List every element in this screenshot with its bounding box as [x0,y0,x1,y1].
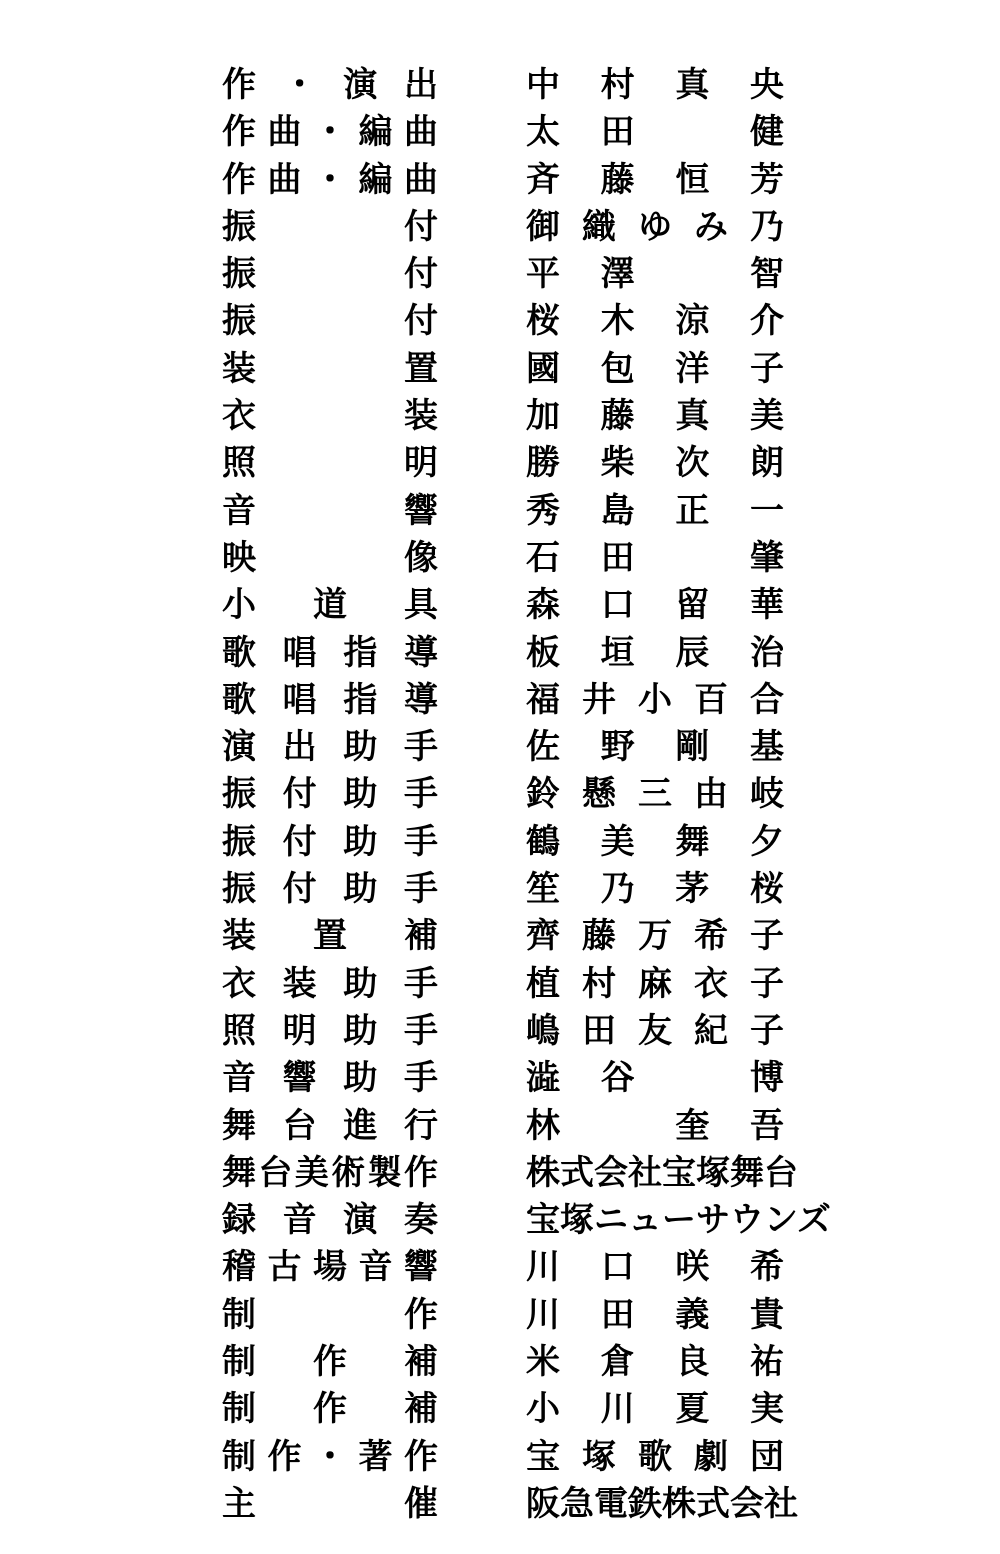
credit-person: 宝塚ニューサウンズ [526,1200,831,1241]
credit-role: 制 作 [222,1294,438,1335]
credit-row [222,771,784,818]
credit-row [222,157,784,204]
credit-person: 森口留華 [526,585,784,626]
credit-role: 振 付 [222,206,438,247]
credit-person: 米倉良祐 [526,1342,784,1383]
credit-role: 制作・著作 [222,1436,438,1477]
credit-row [222,724,784,771]
credit-person: 宝塚歌劇団 [526,1436,784,1477]
credit-row [222,677,784,724]
credit-person: 秀島正一 [526,490,784,531]
credit-role: 衣 装 [222,396,438,437]
credit-role: 舞台進行 [222,1105,438,1146]
credit-row [222,913,784,960]
credit-role: 舞台美術製作 [222,1152,438,1193]
credit-person: 御織ゆみ乃 [526,206,784,247]
credit-role: 振付助手 [222,774,438,815]
credit-role: 歌唱指導 [222,632,438,673]
credit-role: 小道具 [222,585,438,626]
credit-row [222,1292,784,1339]
credit-role: 衣装助手 [222,963,438,1004]
credit-role: 主 催 [222,1483,438,1524]
credit-person: 板垣辰治 [526,632,784,673]
credit-role: 振付助手 [222,821,438,862]
credit-role: 振付助手 [222,869,438,910]
credit-person: 中村真央 [526,65,784,105]
credit-role: 制作補 [222,1342,438,1383]
credit-row [222,1055,784,1102]
credit-person: 嶋田友紀子 [526,1010,784,1051]
credit-person: 平澤 智 [526,254,784,295]
credit-role: 制作補 [222,1389,438,1430]
credit-row [222,630,784,677]
credit-person: 澁谷 博 [526,1058,784,1099]
credits-list [222,62,831,1528]
credit-person: 植村麻衣子 [526,963,784,1004]
credit-person: 齊藤万希子 [526,916,784,957]
credit-row [222,204,784,251]
credit-role: 装 置 [222,348,438,389]
credit-row [222,251,784,298]
credit-role: 装置補 [222,916,438,957]
credit-role: 音響助手 [222,1058,438,1099]
credit-role: 歌唱指導 [222,679,438,720]
credit-person: 林 奎吾 [526,1105,784,1146]
credit-person: 勝柴次朗 [526,443,784,484]
credit-row [222,440,784,487]
credit-row [222,1197,831,1244]
credit-role: 録音演奏 [222,1200,438,1241]
credit-row [222,109,784,156]
credit-row [222,393,784,440]
credit-role: 照明助手 [222,1010,438,1051]
credit-person: 斉藤恒芳 [526,159,784,200]
credit-row [222,819,784,866]
credit-role: 作曲・編曲 [222,159,438,200]
credit-person: 鶴美舞夕 [526,821,784,862]
credit-row [222,1103,784,1150]
credit-person: 太田 健 [526,112,784,153]
credit-row [222,1386,784,1433]
credit-role: 演出助手 [222,727,438,768]
credit-role: 振 付 [222,254,438,295]
credit-row [222,582,784,629]
credit-row [222,346,784,393]
credit-row [222,961,784,1008]
credit-person: 株式会社宝塚舞台 [526,1152,798,1193]
credit-role: 音 響 [222,490,438,531]
credit-row [222,298,784,345]
credit-row [222,1481,798,1528]
credit-row [222,535,784,582]
credit-person: 國包洋子 [526,348,784,389]
credit-role: 振 付 [222,301,438,342]
credit-role: 照 明 [222,443,438,484]
credit-person: 福井小百合 [526,679,784,720]
credit-role: 作・演出 [222,65,438,105]
credit-person: 小川夏実 [526,1389,784,1430]
credit-row [222,1434,784,1481]
credit-person: 鈴懸三由岐 [526,774,784,815]
credit-row [222,1150,798,1197]
credit-row [222,866,784,913]
credit-role: 稽古場音響 [222,1247,438,1288]
credit-person: 桜木涼介 [526,301,784,342]
credit-row [222,488,784,535]
credit-person: 加藤真美 [526,396,784,437]
credit-person: 川田義貴 [526,1294,784,1335]
credit-row [222,1244,784,1291]
credit-person: 石田 肇 [526,537,784,578]
credit-role: 作曲・編曲 [222,112,438,153]
credit-role: 映 像 [222,537,438,578]
credit-row [222,62,784,109]
credit-person: 川口咲希 [526,1247,784,1288]
credit-person: 佐野剛基 [526,727,784,768]
credit-person: 笙乃茅桜 [526,869,784,910]
credit-row [222,1339,784,1386]
credit-row [222,1008,784,1055]
credit-person: 阪急電鉄株式会社 [526,1483,798,1524]
